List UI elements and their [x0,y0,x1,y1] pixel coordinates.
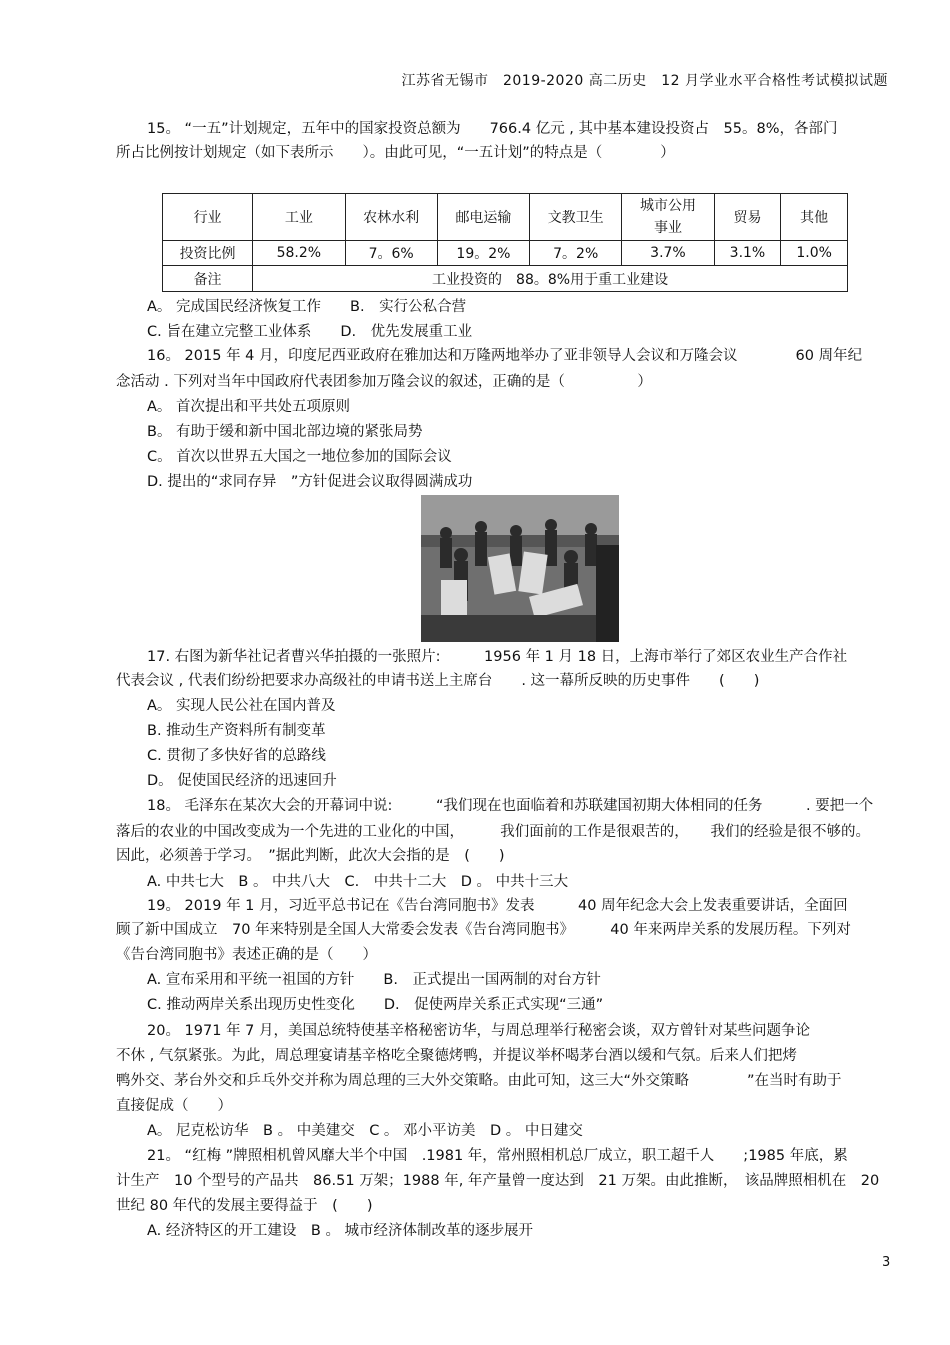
q17-option-d: D。 促使国民经济的迅速回升 [147,773,337,789]
q20-stem-line1: 20。 1971 年 7 月，美国总统特使基辛格秘密访华，与周总理举行秘密会谈，双方曾针对某些问题争论 [147,1023,811,1039]
q18-stem-line2: 落后的农业的中国改变成为一个先进的工业化的中国， 我们面前的工作是很艰苦的， 我们的经验是很不够的。 [116,824,870,840]
table-cell: 其他 [781,194,848,241]
q20-stem-line4: 直接促成（ ） [116,1098,232,1114]
table-note-text: 工业投资的 88。8%用于重工业建设 [253,266,848,292]
q20-options: A。 尼克松访华 B 。 中美建交 C 。 邓小平访美 D 。 中日建交 [147,1123,583,1139]
table-cell: 贸易 [714,194,781,241]
table-cell: 投资比例 [163,241,253,266]
table-cell: 农林水利 [345,194,437,241]
page-number: 3 [882,1255,891,1270]
table-cell: 7。2% [530,241,622,266]
table-cell: 19。2% [437,241,529,266]
table-cell: 工业 [253,194,345,241]
page-header: 江苏省无锡市 2019-2020 高二历史 12 月学业水平合格性考试模拟试题 [401,73,888,89]
q19-options-cd: C. 推动两岸关系出现历史性变化 D. 促使两岸关系正式实现“三通” [147,997,604,1013]
q17-stem-line2: 代表会议 , 代表们纷纷把要求办高级社的申请书送上主席台 . 这一幕所反映的历史事件 ( ) [116,673,760,689]
investment-table [162,193,848,292]
q20-stem-line2: 不休 , 气氛紧张。为此，周总理宴请基辛格吃全聚德烤鸭，并提议举杯喝茅台酒以缓和气氛。后来人们把烤 [116,1048,797,1064]
table-cell: 行业 [163,194,253,241]
table-cell: 3.1% [714,241,781,266]
q15-stem-line2: 所占比例按计划规定（如下表所示 ）。由此可见，“一五计划”的特点是（ ） [116,145,675,161]
q21-stem-line1: 21。 “红梅 ”牌照相机曾风靡大半个中国 .1981 年，常州照相机总厂成立，职工超千人 ;1985 年底，累 [147,1148,848,1164]
q15-options-ab: A。 完成国民经济恢复工作 B. 实行公私合营 [147,299,467,315]
q21-options-ab: A. 经济特区的开工建设 B 。 城市经济体制改革的逐步展开 [147,1223,534,1239]
q18-stem-line3: 因此，必须善于学习。 ”据此判断，此次大会指的是 ( ) [116,848,505,864]
q15-stem-line1: 15。 “一五”计划规定，五年中的国家投资总额为 766.4 亿元 , 其中基本建设投资占 55。8%，各部门 [147,121,838,137]
q16-stem-line1: 16。 2015 年 4 月，印度尼西亚政府在雅加达和万隆两地举办了亚非领导人会议和万隆会议 60 周年纪 [147,348,863,364]
q19-stem-line1: 19。 2019 年 1 月，习近平总书记在《告台湾同胞书》发表 40 周年纪念大会上发表重要讲话，全面回 [147,898,848,914]
q16-option-d: D. 提出的“求同存异 ”方针促进会议取得圆满成功 [147,474,473,490]
table-cell: 城市公用 事业 [622,194,714,241]
q21-stem-line3: 世纪 80 年代的发展主要得益于 ( ) [116,1198,373,1214]
q16-option-a: A。 首次提出和平共处五项原则 [147,399,351,415]
q20-stem-line3: 鸭外交、茅台外交和乒乓外交并称为周总理的三大外交策略。由此可知，这三大“外交策略 ”在当时有助于 [116,1073,842,1089]
table-row [163,241,848,266]
table-cell: 文教卫生 [530,194,622,241]
table-cell: 3.7% [622,241,714,266]
table-header-row [163,194,848,241]
table-cell: 邮电运输 [437,194,529,241]
table-cell: 7。6% [345,241,437,266]
q17-stem-line1: 17. 右图为新华社记者曹兴华拍摄的一张照片: 1956 年 1 月 18 日，上海市举行了郊区农业生产合作社 [147,649,848,665]
table-cell: 1.0% [781,241,848,266]
historical-photo [421,495,619,642]
q21-stem-line2: 计生产 10 个型号的产品共 86.51 万架；1988 年, 年产量曾一度达到 21 万架。由此推断， 该品牌照相机在 20 [116,1173,880,1189]
q19-stem-line2: 顾了新中国成立 70 年来特别是全国人大常委会发表《告台湾同胞书》 40 年来两岸关系的发展历程。下列对 [116,922,851,938]
table-cell: 备注 [163,266,253,292]
q19-options-ab: A. 宣布采用和平统一祖国的方针 B. 正式提出一国两制的对台方针 [147,972,601,988]
q18-stem-line1: 18。 毛泽东在某次大会的开幕词中说: “我们现在也面临着和苏联建国初期大体相同的任务 . 要把一个 [147,798,874,814]
table-note-row [163,266,848,292]
q16-option-c: C。 首次以世界五大国之一地位参加的国际会议 [147,449,452,465]
q19-stem-line3: 《告台湾同胞书》表述正确的是（ ） [116,947,377,963]
q18-options: A. 中共七大 B 。 中共八大 C. 中共十二大 D 。 中共十三大 [147,874,569,890]
q16-option-b: B。 有助于缓和新中国北部边境的紧张局势 [147,424,423,440]
q16-stem-line2: 念活动 . 下列对当年中国政府代表团参加万隆会议的叙述，正确的是（ ） [116,374,652,390]
q17-option-c: C. 贯彻了多快好省的总路线 [147,748,326,764]
table-cell: 58.2% [253,241,345,266]
q17-option-a: A。 实现人民公社在国内普及 [147,698,336,714]
q17-option-b: B. 推动生产资料所有制变革 [147,723,326,739]
q15-options-cd: C. 旨在建立完整工业体系 D. 优先发展重工业 [147,324,473,340]
